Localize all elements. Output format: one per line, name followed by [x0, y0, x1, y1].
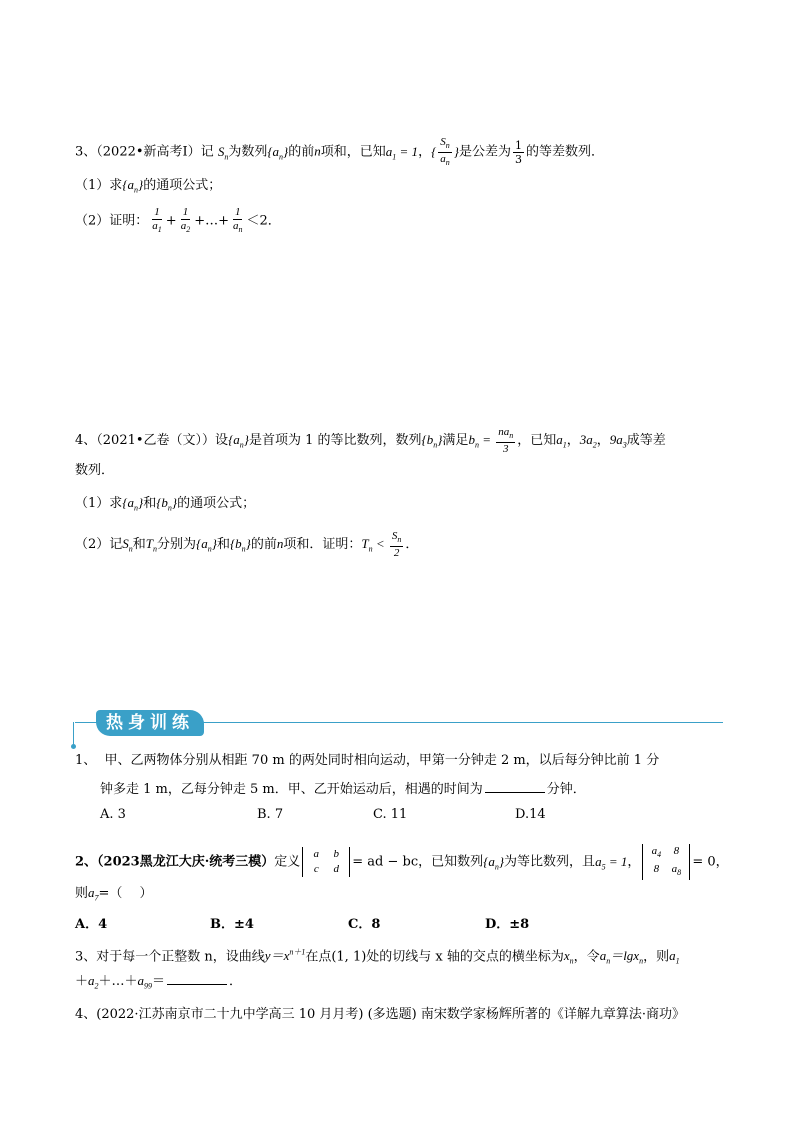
text: ，则	[643, 949, 670, 965]
math-Tn-ineq: $T_n$ < $\frac{S_n}{2}$	[361, 530, 402, 560]
text: 和	[216, 537, 230, 553]
problem-3-stem	[75, 136, 604, 169]
option-a[interactable]: A. 3	[100, 807, 126, 822]
warmup-q1-line2	[100, 780, 586, 799]
math-Sn: $S_n$	[217, 143, 229, 162]
question-label: 4、	[75, 1007, 97, 1022]
question-source: （2023黑龙江大庆·统考三模）	[97, 854, 275, 870]
option-a[interactable]: A．4	[75, 917, 108, 932]
problem-3-part-1	[75, 176, 221, 200]
question-label: 2、	[75, 854, 98, 870]
math-frac-an: $\frac{1}{a_n}$	[232, 206, 243, 235]
text: ，已知	[517, 433, 557, 449]
math-seq-an: $\{a_n\}$	[228, 432, 249, 450]
problem-source: （2021•乙卷（文））	[96, 433, 216, 449]
text: =（ ）	[98, 886, 153, 901]
math-an-def: $a_n=\lg x_n$	[599, 948, 644, 966]
text: 分别为	[157, 537, 197, 553]
math-seq-an: $\{a_n\}$	[122, 495, 144, 513]
text: ，令	[573, 949, 600, 965]
problem-4-part-2	[75, 530, 418, 560]
text: 分钟．	[546, 782, 586, 797]
text: = 0，	[692, 854, 729, 870]
answer-blank[interactable]	[485, 780, 545, 793]
math-a1: $a_1$	[556, 432, 567, 450]
math-xn: $x_n$	[563, 948, 574, 966]
part-label: （2）记	[75, 537, 123, 553]
math-n: n	[276, 536, 284, 552]
text: 的前	[250, 537, 277, 553]
math-seq-frac: { $\frac{S_n}{a_n}$ }	[431, 136, 459, 168]
math-bn-def: $b_n$ = $\frac{na_n}{3}$	[468, 426, 514, 456]
text: ，	[418, 144, 432, 160]
text: 则	[75, 886, 89, 901]
text: 是首项为 1 的等比数列，数列	[248, 433, 422, 449]
math-n: n	[314, 143, 321, 159]
math-a7: $a_7$	[88, 885, 99, 903]
text: ＝	[152, 974, 166, 989]
part-label: （2）证明：	[75, 213, 149, 229]
determinant-given: $a_4$ 8 8 $a_8$	[642, 844, 690, 880]
math-9a3: $9a_3$	[609, 432, 627, 450]
warmup-q3-line1	[75, 944, 680, 971]
math-curve: $y=x^{n+1}$	[264, 948, 306, 964]
problem-4-part-1	[75, 494, 255, 518]
text: 和	[132, 537, 146, 553]
problem-4-stem-cont	[75, 462, 114, 480]
warmup-q2-line2	[75, 884, 153, 908]
math-one-third: $\frac{1}{3}$	[515, 138, 522, 166]
text: 为等比数列，且	[504, 854, 596, 870]
text: ，	[566, 433, 580, 449]
math-a1-eq: $a_1 = 1$	[385, 143, 419, 162]
text: 对于每一个正整数 n，设曲线	[96, 949, 265, 965]
text: 定义	[274, 854, 301, 870]
warmup-q3-line2: $+a_2+\dots+a_{99}=$ ．	[75, 973, 243, 991]
part-label: （1）求	[75, 178, 123, 193]
text: 在点(1, 1)处的切线与 x 轴的交点的横坐标为	[305, 949, 564, 965]
text: (2022·江苏南京市二十九中学高三 10 月月考) (多选题) 南宋数学家杨辉所著的《详解九章算法·商功》	[96, 1007, 685, 1022]
section-divider-left	[73, 722, 74, 746]
math-frac-a1: $\frac{1}{a_1}$	[152, 206, 162, 235]
math-Tn: $T_n$	[145, 536, 158, 554]
math-seq-an: $\{a_n\}$	[267, 143, 289, 162]
text: 项和．证明：	[283, 537, 362, 553]
warmup-q1-line1	[75, 752, 659, 770]
problem-label: 3、	[75, 144, 97, 160]
text: 的通项公式；	[143, 178, 222, 193]
math-seq-an: $\{a_n\}$	[122, 177, 144, 195]
text: 的等差数列．	[526, 144, 605, 160]
warmup-q4-line1	[75, 1006, 685, 1024]
text: 数列．	[75, 463, 115, 478]
math-seq-bn: $\{b_n\}$	[421, 432, 443, 450]
warmup-q2-line1	[75, 844, 729, 880]
math-seq-bn: $\{b_n\}$	[229, 536, 251, 554]
text: 项和，已知	[320, 144, 386, 160]
text: = ad − bc，已知数列	[352, 854, 484, 870]
problem-4-stem	[75, 426, 666, 456]
math-3a2: $3a_2$	[579, 432, 597, 450]
text: ＜2．	[246, 213, 281, 229]
option-d[interactable]: D.14	[515, 807, 546, 822]
text: ，	[627, 854, 641, 870]
math-frac-a2: $\frac{1}{a_2}$	[180, 206, 191, 235]
text: ＋	[75, 974, 89, 989]
text: 钟多走 1 m，乙每分钟走 5 m．甲、乙开始运动后，相遇的时间为	[100, 782, 483, 797]
text: 成等差	[626, 433, 666, 449]
text: 满足	[442, 433, 469, 449]
section-dot	[71, 744, 76, 749]
text: 的前	[288, 144, 315, 160]
text: 甲、乙两物体分别从相距 70 m 的两处同时相向运动，甲第一分钟走 2 m，以后每分钟比前 1 分	[104, 753, 660, 768]
option-b[interactable]: B. 7	[257, 807, 284, 822]
question-label: 1、	[75, 753, 97, 768]
section-title: 热身训练	[96, 710, 204, 736]
math-a1: $a_1$	[669, 948, 680, 966]
math-seq-bn: $\{b_n\}$	[156, 495, 178, 513]
text: 记	[200, 144, 214, 160]
text: ，	[596, 433, 610, 449]
answer-blank[interactable]	[167, 972, 227, 985]
text: 是公差为	[458, 144, 511, 160]
math-a99: $a_{99}$	[137, 973, 153, 991]
option-b[interactable]: B．±4	[210, 917, 254, 932]
text: 设	[215, 433, 229, 449]
math-a5-eq: $a_5 = 1$	[595, 853, 628, 872]
math-a2: $a_2$	[88, 973, 99, 991]
text: ．	[405, 537, 419, 553]
text: 的通项公式；	[177, 496, 256, 511]
question-label: 3、	[75, 949, 97, 965]
part-label: （1）求	[75, 496, 123, 511]
math-seq-an: $\{a_n\}$	[483, 853, 505, 872]
option-c[interactable]: C. 11	[373, 807, 408, 822]
text: 为数列	[228, 144, 268, 160]
problem-label: 4、	[75, 433, 97, 449]
math-Sn: $S_n$	[122, 536, 133, 554]
option-d[interactable]: D．±8	[485, 917, 530, 932]
determinant-definition: a b c d	[302, 847, 350, 877]
text: 和	[143, 496, 157, 511]
problem-source: （2022•新高考Ⅰ）	[96, 144, 201, 160]
option-c[interactable]: C．8	[348, 917, 381, 932]
math-seq-an: $\{a_n\}$	[196, 536, 217, 554]
problem-3-part-2: （2）证明： $\frac{1}{a_1}$ + $\frac{1}{a_2}$ +…+ $\frac{1}{a_n}$ ＜2．	[75, 206, 281, 235]
text: ＋…＋	[98, 974, 138, 989]
